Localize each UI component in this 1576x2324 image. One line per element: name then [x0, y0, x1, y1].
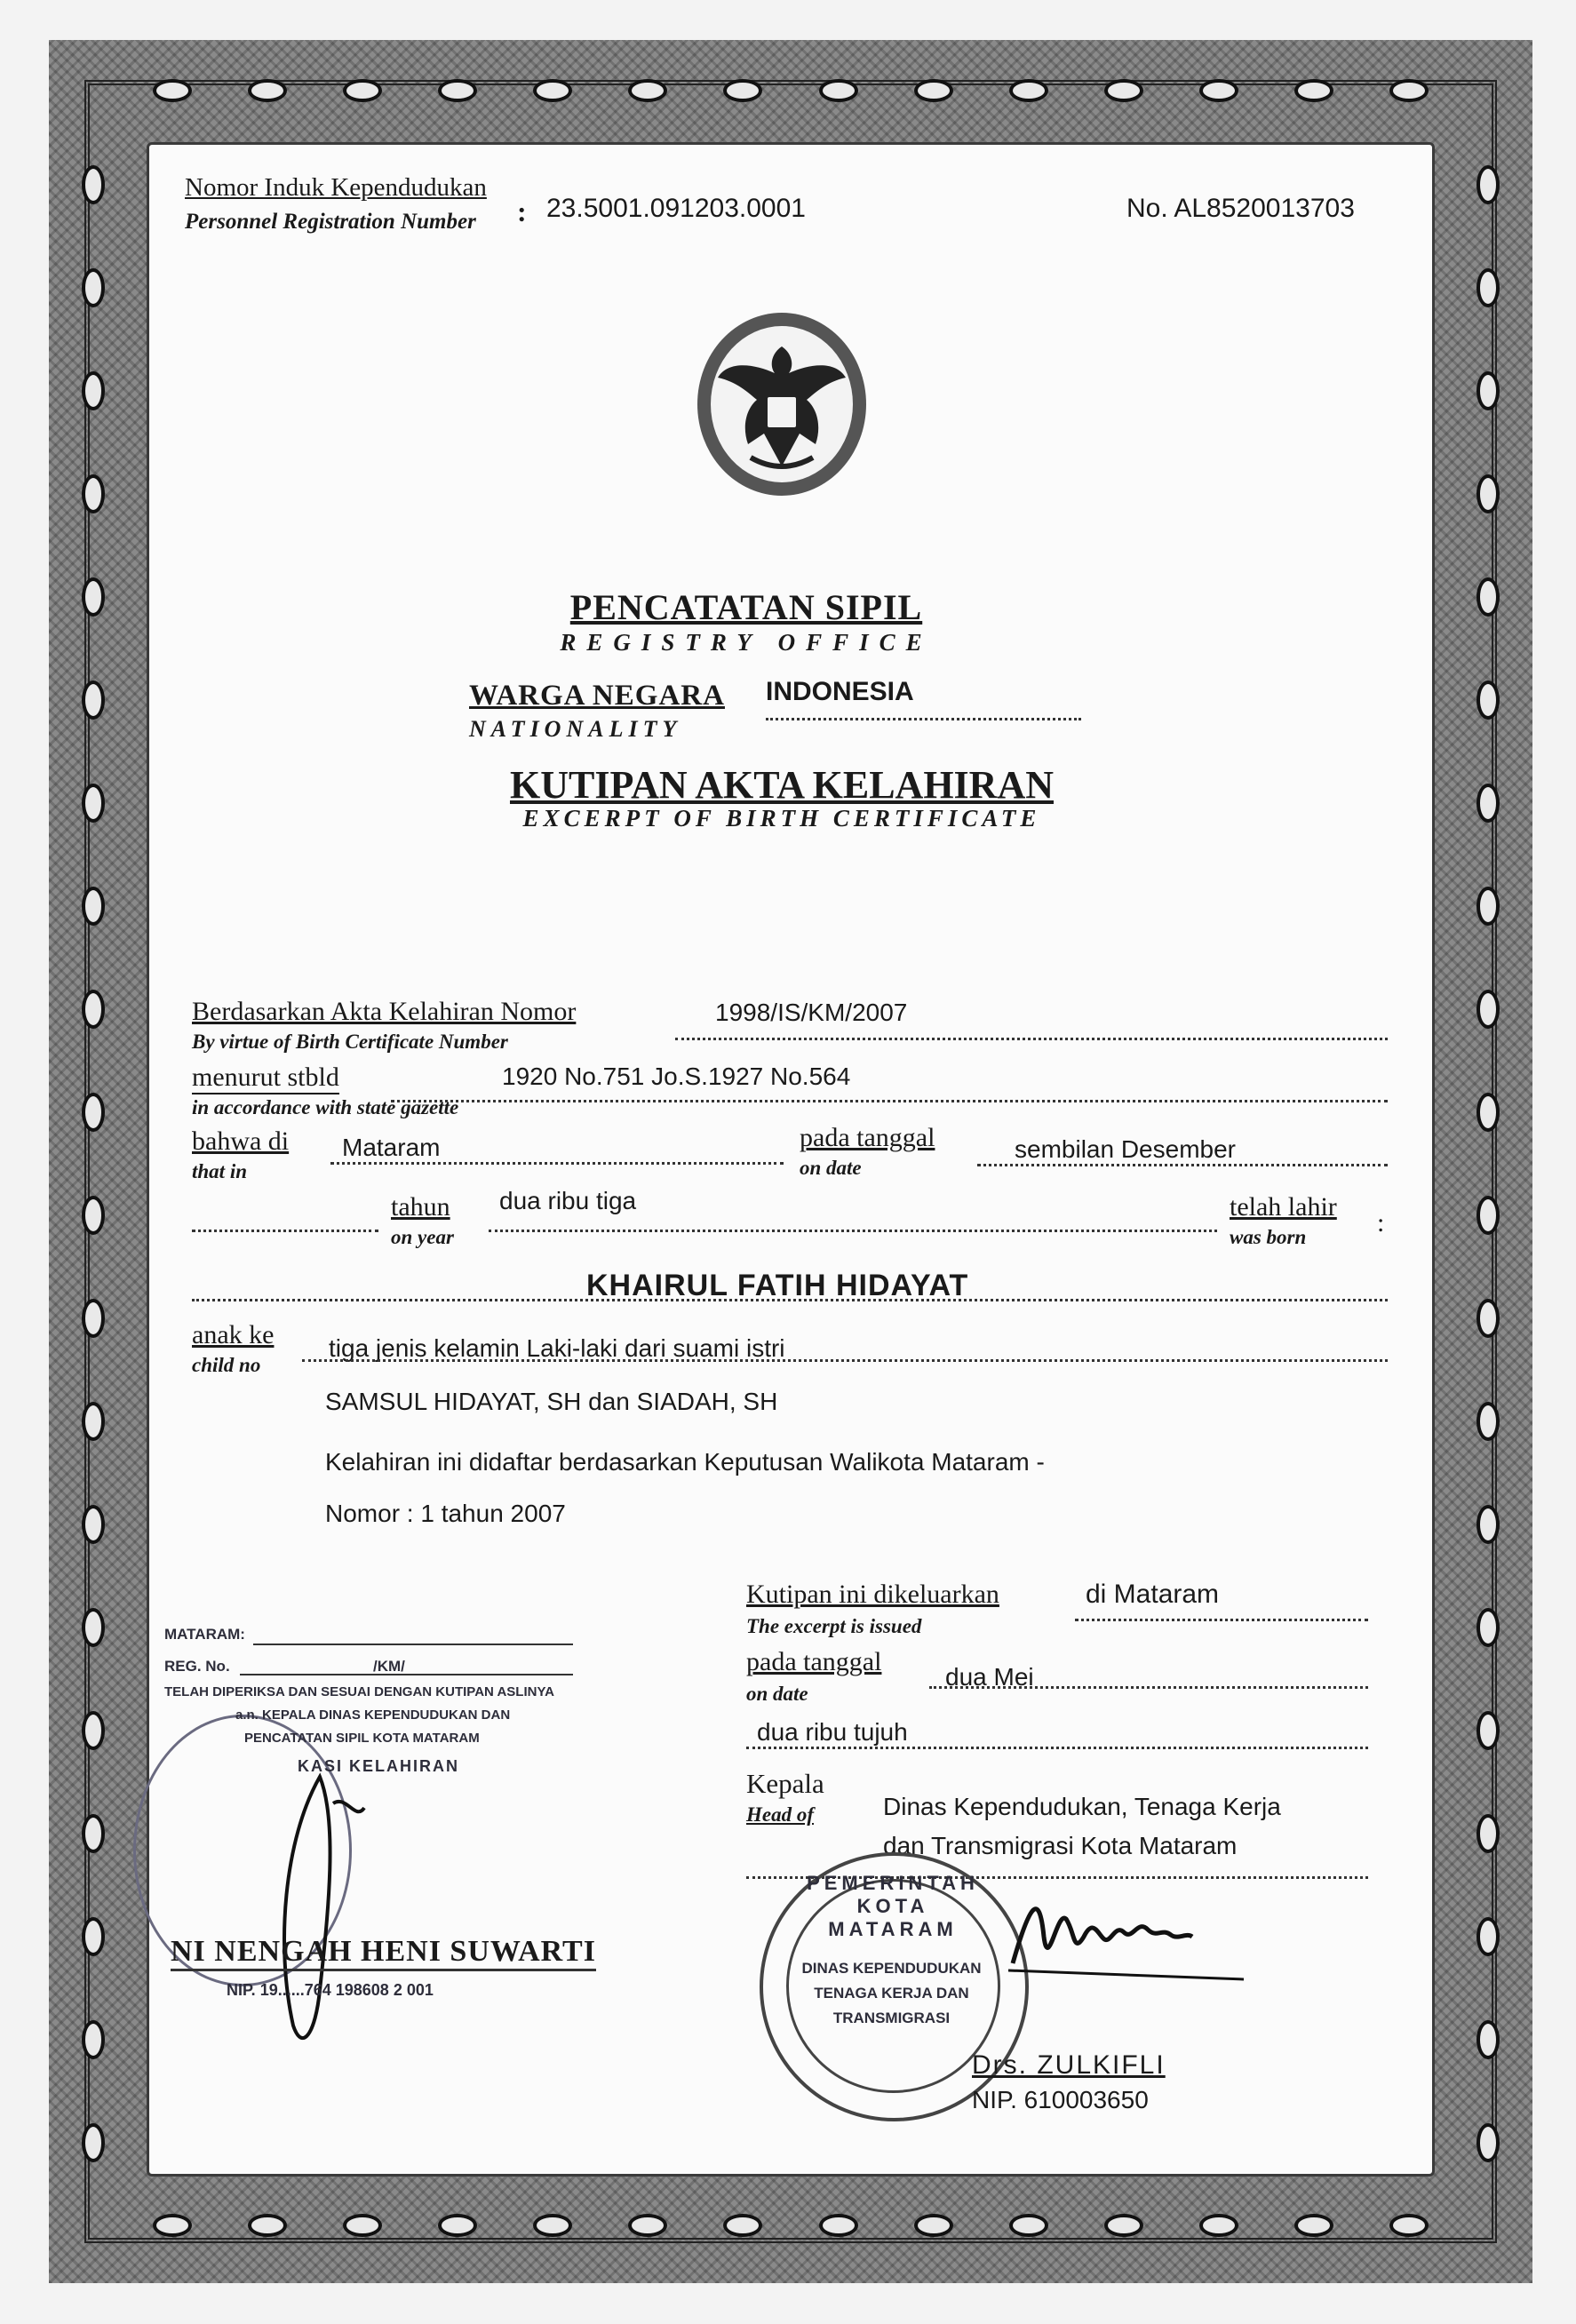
stamp-center-line1: DINAS KEPENDUDUKAN	[801, 1960, 982, 1977]
birth-date-label: pada tanggal	[800, 1123, 935, 1152]
place-label: bahwa di	[192, 1126, 290, 1156]
stbld-label: menurut stbld	[192, 1063, 339, 1094]
nationality-value: INDONESIA	[766, 677, 914, 706]
left-stamp-line4: a.n. KEPALA DINAS KEPENDUDUKAN DAN	[235, 1707, 511, 1723]
stbld-label-en: in accordance with state gazette	[192, 1096, 459, 1118]
registration-note-line2: Nomor : 1 tahun 2007	[325, 1500, 566, 1527]
stbld-value: 1920 No.751 Jo.S.1927 No.564	[502, 1063, 851, 1090]
nik-label: Nomor Induk Kependudukan	[185, 173, 487, 202]
stamp-center-line2: TENAGA KERJA DAN	[814, 1985, 969, 2002]
garuda-emblem-icon	[693, 311, 871, 506]
signature-icon	[1004, 1883, 1262, 1990]
place-value: Mataram	[342, 1134, 441, 1161]
birth-date-value: sembilan Desember	[1015, 1135, 1236, 1163]
left-stamp-line1-rule	[253, 1644, 573, 1645]
nik-label-en: Personnel Registration Number	[185, 210, 476, 234]
certificate-title-en: EXCERPT OF BIRTH CERTIFICATE	[522, 805, 1041, 832]
left-stamp-line2-rule	[240, 1674, 573, 1675]
chain-pattern-top	[124, 64, 1457, 117]
issued-label-en: The excerpt is issued	[746, 1615, 922, 1637]
year-dotted-line	[489, 1230, 1217, 1232]
cert-number-label-en: By virtue of Birth Certificate Number	[192, 1031, 508, 1053]
stbld-dotted-line	[391, 1100, 1388, 1102]
birth-date-label-en: on date	[800, 1157, 862, 1179]
stamp-ring-text: PEMERINTAH KOTA MATARAM	[807, 1872, 979, 1940]
head-label-en: Head of	[746, 1803, 815, 1826]
nationality-label: WARGA NEGARA	[469, 680, 725, 712]
parents-names: SAMSUL HIDAYAT, SH dan SIADAH, SH	[325, 1388, 778, 1415]
head-value-line2: dan Transmigrasi Kota Mataram	[883, 1832, 1238, 1859]
verification-signature-icon	[267, 1768, 373, 2052]
official-name: Drs. ZULKIFLI	[972, 2050, 1166, 2080]
stamp-center-line3: TRANSMIGRASI	[832, 2010, 951, 2026]
child-name: KHAIRUL FATIH HIDAYAT	[586, 1269, 969, 1302]
year-value: dua ribu tiga	[499, 1187, 637, 1214]
registry-title: PENCATATAN SIPIL	[569, 587, 923, 627]
registry-title-en: REGISTRY OFFICE	[560, 629, 933, 656]
issue-date-value: dua Mei	[945, 1663, 1034, 1691]
nationality-dotted-line	[766, 718, 1081, 720]
chain-pattern-left	[67, 133, 120, 2194]
official-nip: NIP. 610003650	[972, 2086, 1149, 2113]
year-label: tahun	[391, 1192, 450, 1222]
left-stamp-line1: MATARAM:	[164, 1626, 245, 1643]
left-stamp-line5: PENCATATAN SIPIL KOTA MATARAM	[244, 1731, 480, 1746]
issue-year-dotted-line	[746, 1747, 1368, 1749]
certificate-title: KUTIPAN AKTA KELAHIRAN	[509, 763, 1054, 807]
issued-dotted-line	[1075, 1619, 1368, 1621]
left-stamp-line2b: /KM/	[373, 1658, 405, 1675]
year-label-en: on year	[391, 1226, 454, 1248]
nik-colon: :	[517, 195, 527, 227]
left-stamp-officer-nip: NIP. 19......764 198608 2 001	[227, 1981, 434, 1999]
left-stamp-officer-name: NI NENGAH HENI SUWARTI	[171, 1935, 596, 1971]
issue-year-value: dua ribu tujuh	[757, 1718, 908, 1746]
registration-note-line1: Kelahiran ini didaftar berdasarkan Keputusan Walikota Mataram -	[325, 1448, 1045, 1476]
child-no-label: anak ke	[192, 1320, 275, 1349]
document-number: No. AL8520013703	[1126, 194, 1355, 223]
issue-date-dotted-line	[929, 1686, 1368, 1689]
issued-label: Kutipan ini dikeluarkan	[746, 1580, 999, 1609]
place-dotted-line	[330, 1162, 784, 1165]
born-label-en: was born	[1230, 1226, 1307, 1248]
head-label: Kepala	[746, 1768, 824, 1799]
born-colon: :	[1377, 1208, 1385, 1238]
left-stamp-line2: REG. No.	[164, 1658, 230, 1675]
child-no-label-en: child no	[192, 1354, 261, 1376]
nationality-label-en: NATIONALITY	[469, 716, 682, 742]
chain-pattern-bottom	[124, 2199, 1457, 2252]
nik-value: 23.5001.091203.0001	[546, 194, 806, 223]
cert-number-value: 1998/IS/KM/2007	[715, 999, 908, 1026]
issued-place-value: di Mataram	[1086, 1580, 1220, 1609]
left-stamp-line3: TELAH DIPERIKSA DAN SESUAI DENGAN KUTIPAN ASLINYA	[164, 1684, 554, 1699]
birth-date-dotted-line	[977, 1164, 1388, 1166]
chain-pattern-right	[1461, 133, 1515, 2194]
child-no-dotted-line	[302, 1359, 1388, 1362]
cert-number-dotted-line	[675, 1038, 1388, 1040]
cert-number-label: Berdasarkan Akta Kelahiran Nomor	[192, 997, 577, 1026]
born-label: telah lahir	[1230, 1192, 1337, 1222]
issue-date-label-en: on date	[746, 1683, 808, 1705]
head-value-line1: Dinas Kependudukan, Tenaga Kerja	[883, 1793, 1281, 1820]
place-label-en: that in	[192, 1160, 248, 1182]
child-no-value: tiga jenis kelamin Laki-laki dari suami istri	[329, 1334, 785, 1362]
year-lead-dotted-line	[192, 1230, 378, 1232]
issue-date-label: pada tanggal	[746, 1647, 882, 1676]
left-stamp-line6: KASI KELAHIRAN	[298, 1757, 460, 1775]
